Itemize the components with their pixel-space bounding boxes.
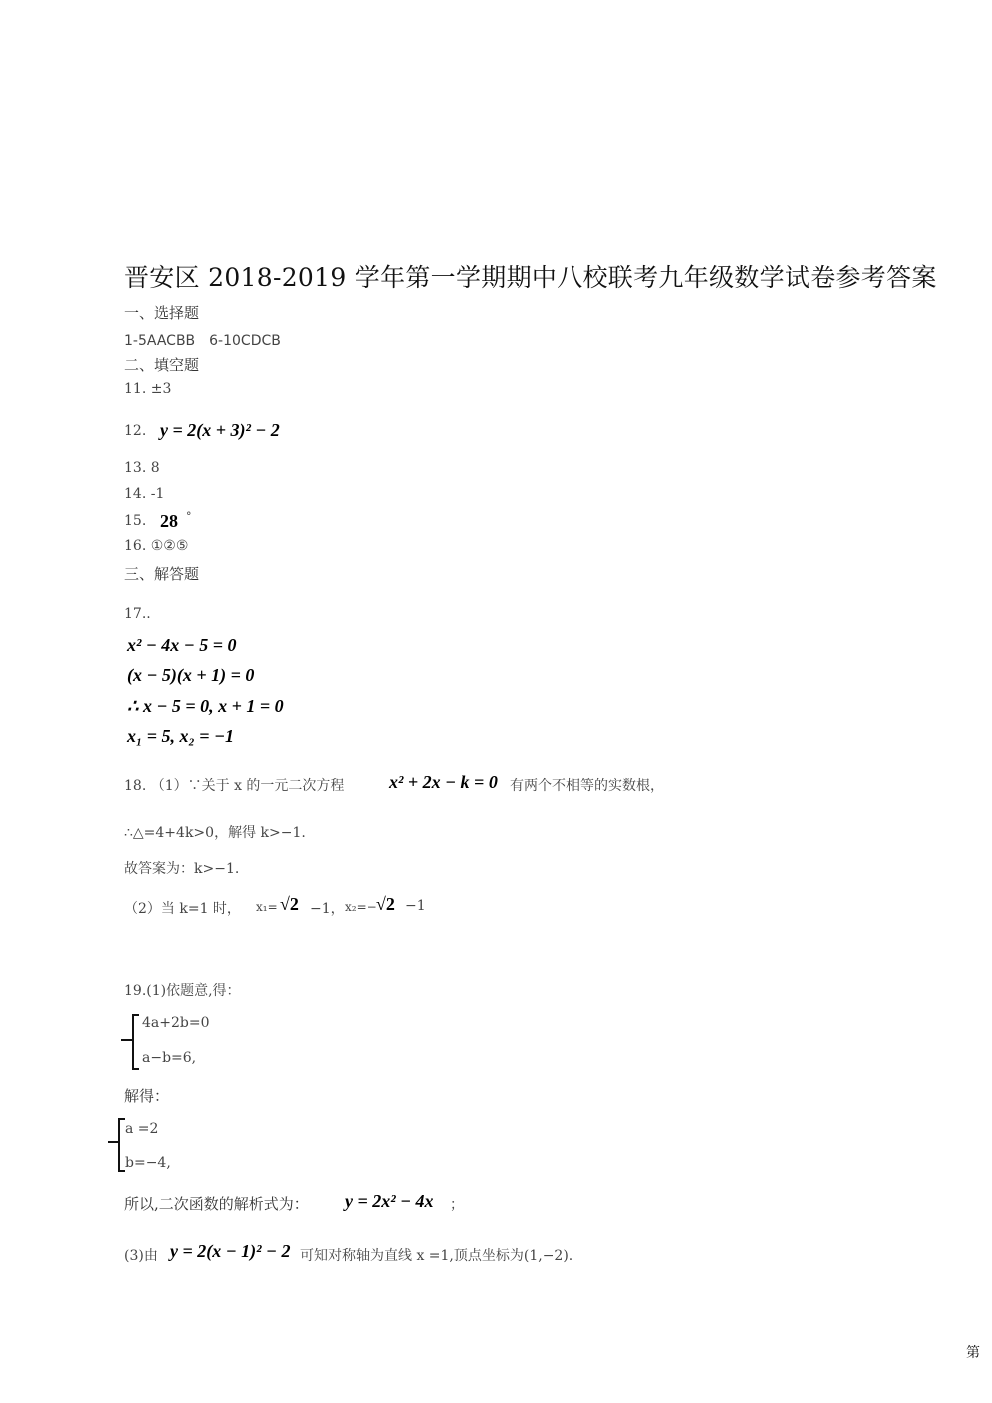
system1-eq1: 4a+2b=0 (142, 1015, 210, 1031)
q18-x1-label: x₁= (256, 900, 278, 914)
q17-line-2: (x − 5)(x + 1) = 0 (127, 665, 255, 685)
sqrt-two-2: √2 (376, 894, 395, 914)
answer-11: 11. ±3 (124, 381, 172, 397)
q18-line-3: 故答案为：k>−1. (124, 861, 240, 877)
q18-line-2: ∴△=4+4k>0，解得 k>−1. (124, 825, 306, 841)
system-brace-2 (118, 1118, 125, 1172)
q19-part3-prefix: (3)由 (124, 1248, 158, 1264)
q19-result-prefix: 所以,二次函数的解析式为： (124, 1195, 309, 1213)
system2-eq2: b=−4, (125, 1155, 171, 1171)
answer-12-expression: y = 2(x + 3)² − 2 (160, 420, 280, 440)
q19-part3-suffix: 可知对称轴为直线 x =1,顶点坐标为(1,−2). (300, 1248, 574, 1264)
q18-x1-tail: −1， (310, 901, 345, 917)
answer-16: 16. ①②⑤ (124, 538, 189, 554)
answer-15-value: 28 (160, 511, 178, 531)
q17-line-4: x₁ = 5, x₂ = −1 (127, 726, 234, 746)
system-brace-1-tick (121, 1039, 133, 1041)
section-heading-fill: 二、填空题 (124, 356, 200, 374)
q19-result-suffix: ； (450, 1197, 464, 1213)
q19-part3-equation: y = 2(x − 1)² − 2 (170, 1241, 291, 1261)
system-brace-1 (132, 1014, 139, 1070)
solve-label: 解得： (124, 1087, 170, 1105)
q18-line1-prefix: 18. （1）∵关于 x 的一元二次方程 (124, 778, 345, 794)
page-title: 晋安区 2018-2019 学年第一学期期中八校联考九年级数学试卷参考答案 (124, 263, 937, 292)
section-heading-choice: 一、选择题 (124, 304, 200, 322)
q18-x2-tail: −1 (405, 898, 426, 914)
page-footer: 第 (966, 1345, 980, 1361)
q18-line1-suffix: 有两个不相等的实数根， (510, 778, 664, 794)
q17-line-3: ∴ x − 5 = 0, x + 1 = 0 (127, 696, 284, 716)
q17-label: 17.. (124, 606, 151, 622)
sqrt-two-1: √2 (280, 894, 299, 914)
answer-14: 14. -1 (124, 486, 165, 502)
system1-eq2: a−b=6, (142, 1050, 197, 1066)
answer-15-label: 15. (124, 513, 147, 529)
system2-eq1: a =2 (125, 1121, 159, 1137)
q18-x2-label: x₂=− (345, 900, 377, 914)
q19-result-equation: y = 2x² − 4x (345, 1191, 434, 1211)
answer-13: 13. 8 (124, 460, 160, 476)
section-heading-solve: 三、解答题 (124, 565, 200, 583)
q17-line-1: x² − 4x − 5 = 0 (127, 635, 237, 655)
q18-line4-prefix: （2）当 k=1 时， (124, 901, 241, 917)
system-brace-2-tick (108, 1141, 120, 1143)
q18-equation: x² + 2x − k = 0 (389, 772, 498, 792)
choice-answers: 1-5AACBB 6-10CDCB (124, 333, 281, 349)
q19-label: 19.(1)依题意,得： (124, 983, 241, 999)
degree-sign: ° (186, 510, 192, 523)
answer-12-label: 12. (124, 423, 147, 439)
